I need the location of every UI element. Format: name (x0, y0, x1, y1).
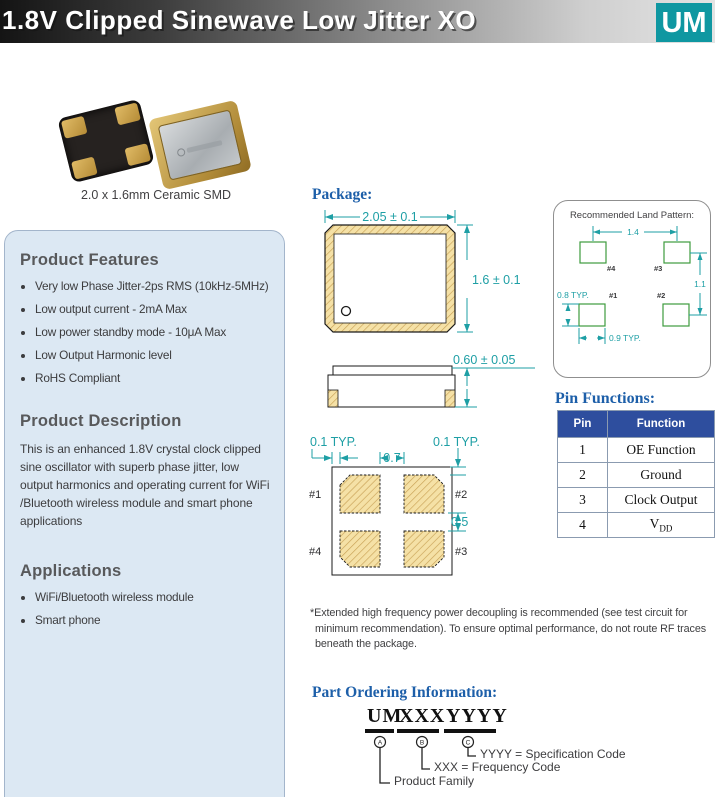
features-title: Product Features (20, 251, 159, 269)
chip-pad (61, 116, 88, 139)
land-pad2-label: #2 (657, 291, 666, 300)
land-pad4-label: #4 (607, 264, 616, 273)
pin3-label: #3 (455, 546, 468, 558)
table-row: 4 $V_{DD}$ (558, 513, 715, 538)
list-item: • Smart phone (35, 613, 270, 627)
marker-b: B (419, 739, 425, 747)
pad-3 (404, 531, 444, 567)
chip-pad (114, 102, 141, 125)
pin-table-body (558, 438, 715, 538)
chip-pad (71, 157, 98, 180)
land-pad-2 (663, 304, 689, 326)
ordering-title: Part Ordering Information: (312, 684, 498, 701)
applications-list (20, 590, 270, 627)
chip-pad (124, 143, 151, 166)
footnote-text: *Extended high frequency power decoupling is recommended (see test circuit for minimum recommendation). To ensure optimal performance, do not route RF traces beneath the package. (310, 607, 707, 650)
info-panel (4, 230, 285, 797)
pad-2 (404, 475, 444, 513)
land-pattern-title: Recommended Land Pattern: (569, 210, 695, 221)
ordering-code-spec: YYYY (446, 705, 508, 727)
table-row: 3 Clock Output (558, 488, 715, 513)
header-bar (0, 0, 715, 43)
ordering-code-frequency: XXX (399, 705, 446, 727)
table-row: 1 OE Function (558, 438, 715, 463)
package-side-view-diagram (305, 352, 545, 430)
legend-frequency-code: XXX = Frequency Code (434, 760, 561, 774)
ordering-code-family: UM (367, 705, 403, 727)
chip-bottom-view-image (57, 99, 154, 183)
dim-side-height: 0.60 ± 0.05 (453, 353, 516, 367)
pin-functions-table (557, 410, 715, 538)
land-pad3-label: #3 (654, 264, 663, 273)
chip-logo-icon (176, 148, 186, 158)
land-dim-height: 1.1 (694, 279, 706, 289)
dim-pad-gap: 0.7 (383, 451, 401, 465)
chip-top-view-image (148, 100, 252, 190)
list-item: • Low Output Harmonic level (35, 348, 270, 362)
description-text: This is an enhanced 1.8V crystal clock clipped sine oscillator with superb phase jitter, low output harmonics and operating current for WiFi /Bluetooth wireless module and smart phone applications (20, 442, 270, 528)
list-item: • WiFi/Bluetooth wireless module (35, 590, 270, 604)
description-title: Product Description (20, 412, 182, 430)
pin2-label: #2 (455, 489, 468, 501)
land-pattern-panel (553, 200, 711, 378)
pad-1 (340, 475, 380, 513)
package-title: Package: (312, 186, 373, 203)
land-pattern-diagram (554, 201, 712, 379)
dim-top-height: 1.6 ± 0.1 (472, 273, 521, 287)
land-pad-3 (664, 242, 690, 263)
table-row: 2 Ground (558, 463, 715, 488)
package-bottom-view-diagram (303, 432, 555, 600)
legend-product-family: Product Family (394, 774, 475, 788)
dim-typ-left: 0.1 TYP. (310, 435, 357, 449)
list-item: • Low output current - 2mA Max (35, 302, 270, 316)
page-title: 1.8V Clipped Sinewave Low Jitter XO (2, 5, 477, 35)
pad-4 (340, 531, 380, 567)
dim-top-width: 2.05 ± 0.1 (362, 210, 418, 224)
land-pad-1 (579, 304, 605, 326)
pin-column-header: Pin (558, 411, 608, 438)
dim-typ-right: 0.1 TYP. (433, 435, 480, 449)
list-item: • Very low Phase Jitter-2ps RMS (10kHz-5MHz) (35, 279, 270, 293)
land-pad1-label: #1 (609, 291, 618, 300)
chip-lid (158, 109, 243, 180)
list-item: • Low power standby mode - 10μA Max (35, 325, 270, 339)
pin-functions-title: Pin Functions: (555, 390, 656, 407)
land-dim-pad-width: 0.9 TYP. (609, 333, 641, 343)
pin1-marker (342, 307, 351, 316)
function-column-header: Function (608, 411, 715, 438)
package-top-view-diagram (305, 198, 545, 348)
applications-title: Applications (20, 562, 122, 580)
land-dim-pad-height: 0.8 TYP. (557, 290, 589, 300)
ordering-connector-diagram (310, 684, 715, 797)
land-dim-width: 1.4 (627, 227, 639, 237)
pin4-label: #4 (309, 546, 322, 558)
marker-a: A (377, 739, 383, 747)
marker-c: C (465, 739, 471, 747)
brand-logo: UM (656, 3, 712, 42)
list-item: • RoHS Compliant (35, 371, 270, 385)
dim-pad-pitch: 0.5 (451, 515, 469, 529)
chip-logo-text (186, 140, 222, 153)
legend-specification-code: YYYY = Specification Code (480, 747, 626, 761)
ordering-section (310, 684, 715, 797)
photo-caption: 2.0 x 1.6mm Ceramic SMD (80, 188, 232, 202)
pin1-label: #1 (309, 489, 322, 501)
features-list (20, 279, 270, 385)
table-header-row (558, 411, 715, 438)
land-pad-4 (580, 242, 606, 263)
